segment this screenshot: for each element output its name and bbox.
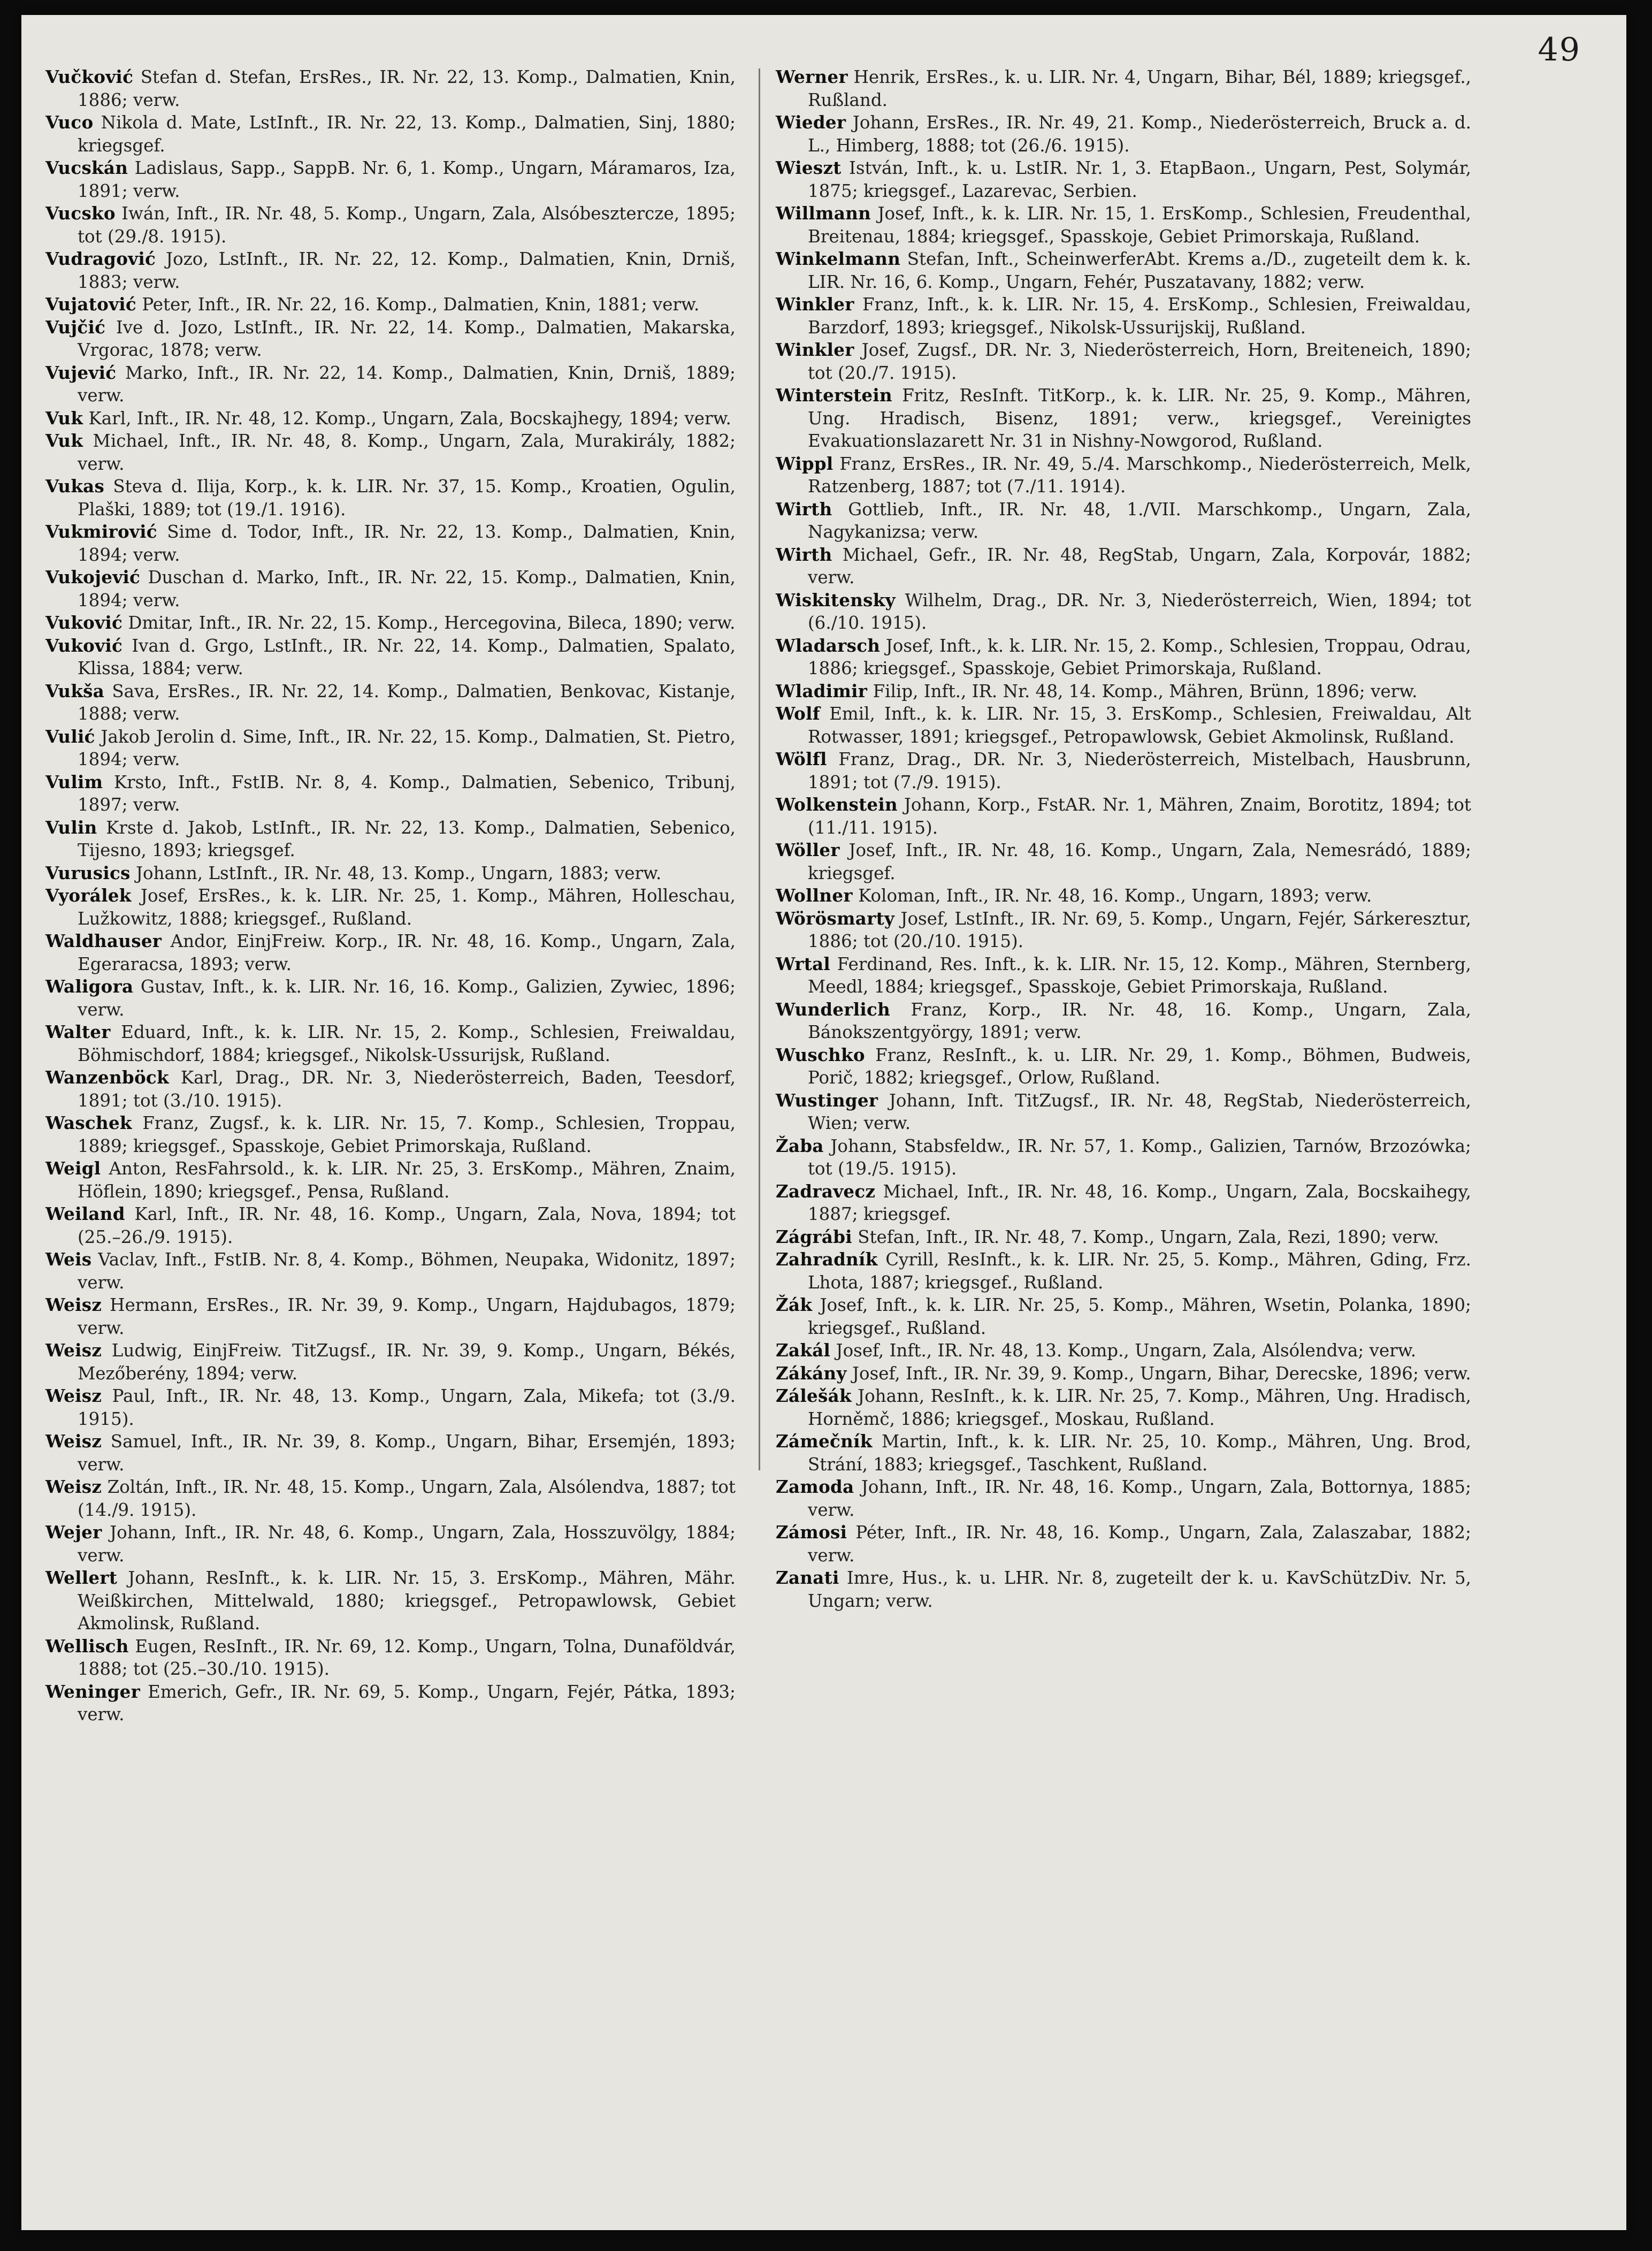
entry-surname: Wladarsch xyxy=(776,635,881,656)
list-entry xyxy=(776,589,1471,635)
entry-surname: Wirth xyxy=(776,544,832,565)
entry-details: Iwán, Inft., IR. Nr. 48, 5. Komp., Ungarn, Zala, Alsóbesztercze, 1895; tot (29./8. 1915). xyxy=(78,203,736,247)
list-entry xyxy=(776,1226,1471,1249)
list-entry xyxy=(45,362,736,407)
entry-surname: Vukas xyxy=(45,476,105,497)
entry-surname: Wejer xyxy=(45,1522,102,1543)
entry-details: Johann, ResInft., k. k. LIR. Nr. 15, 3. ErsKomp., Mähren, Mähr. Weißkirchen, Mittelwald, 1880; kriegsgef., Petropawlowsk, Gebiet Akmolinsk, Rußland. xyxy=(78,1568,736,1634)
list-entry xyxy=(45,475,736,521)
entry-surname: Wunderlich xyxy=(776,998,891,1020)
column-divider xyxy=(759,68,760,1470)
list-entry xyxy=(45,1430,736,1476)
entry-surname: Zanati xyxy=(776,1567,839,1588)
entry-details: Karl, Drag., DR. Nr. 3, Niederösterreich, Baden, Teesdorf, 1891; tot (3./10. 1915). xyxy=(78,1067,736,1111)
entry-surname: Weis xyxy=(45,1249,92,1270)
entry-details: Josef, ErsRes., k. k. LIR. Nr. 25, 1. Komp., Mähren, Holleschau, Lužkowitz, 1888; kriegsgef., Rußland. xyxy=(78,886,736,929)
entry-details: Cyrill, ResInft., k. k. LIR. Nr. 25, 5. Komp., Mähren, Gding, Frz. Lhota, 1887; kriegsgef., Rußland. xyxy=(808,1249,1471,1293)
list-entry xyxy=(776,884,1471,907)
entry-surname: Weisz xyxy=(45,1431,102,1452)
entry-surname: Winkler xyxy=(776,339,854,360)
entry-surname: Wöller xyxy=(776,840,840,860)
entry-surname: Vujčić xyxy=(45,316,106,338)
list-entry xyxy=(776,1089,1471,1135)
entry-surname: Wörösmarty xyxy=(776,907,895,929)
list-entry xyxy=(45,884,736,930)
entry-details: Michael, Inft., IR. Nr. 48, 16. Komp., Ungarn, Zala, Bocskaihegy, 1887; kriegsgef. xyxy=(808,1181,1471,1224)
list-entry xyxy=(45,1248,736,1294)
list-entry xyxy=(776,907,1471,953)
list-entry xyxy=(776,544,1471,589)
entry-surname: Weisz xyxy=(45,1476,102,1497)
entry-surname: Vukmirović xyxy=(45,521,157,542)
entry-details: Josef, Inft., k. k. LIR. Nr. 15, 1. ErsKomp., Schlesien, Freudenthal, Breitenau, 1884; kriegsgef., Spasskoje, Gebiet Primorskaja, Rußland. xyxy=(808,203,1471,247)
entry-surname: Waldhauser xyxy=(45,930,162,951)
list-entry xyxy=(45,1021,736,1066)
list-entry xyxy=(776,748,1471,793)
list-entry xyxy=(45,1157,736,1203)
list-entry xyxy=(776,953,1471,998)
entry-surname: Wiskitensky xyxy=(776,589,896,611)
entry-surname: Vyorálek xyxy=(45,885,132,906)
entry-surname: Walter xyxy=(45,1021,111,1042)
entry-surname: Zadravecz xyxy=(776,1180,876,1202)
entry-details: Johann, Korp., FstAR. Nr. 1, Mähren, Znaim, Borotitz, 1894; tot (11./11. 1915). xyxy=(808,795,1471,838)
entry-surname: Waschek xyxy=(45,1112,132,1133)
entry-surname: Wanzenböck xyxy=(45,1067,169,1088)
entry-surname: Wellisch xyxy=(45,1635,129,1657)
entry-surname: Wollner xyxy=(776,885,853,906)
list-entry xyxy=(45,1476,736,1521)
entry-surname: Wieszt xyxy=(776,157,842,178)
entry-details: Josef, Inft., IR. Nr. 48, 16. Komp., Ungarn, Zala, Nemesrádó, 1889; kriegsgef. xyxy=(808,840,1471,883)
entry-surname: Zákány xyxy=(776,1362,847,1384)
entry-surname: Vurusics xyxy=(45,862,131,883)
entry-details: Jozo, LstInft., IR. Nr. 22, 12. Komp., Dalmatien, Knin, Drniš, 1883; verw. xyxy=(78,249,736,292)
entry-surname: Vukša xyxy=(45,680,105,701)
entry-details: Johann, ErsRes., IR. Nr. 49, 21. Komp., Niederösterreich, Bruck a. d. L., Himberg, 1888; tot (26./6. 1915). xyxy=(808,112,1471,156)
list-entry xyxy=(45,1521,736,1567)
entry-details: Ferdinand, Res. Inft., k. k. LIR. Nr. 15, 12. Komp., Mähren, Sternberg, Meedl, 1884; kriegsgef., Spasskoje, Gebiet Primorskaja, Rußland. xyxy=(808,953,1471,997)
list-entry xyxy=(776,111,1471,157)
entry-surname: Vuco xyxy=(45,112,94,133)
list-entry xyxy=(776,1362,1471,1385)
list-entry xyxy=(776,293,1471,339)
entry-surname: Vuković xyxy=(45,635,123,656)
entry-details: Steva d. Ilija, Korp., k. k. LIR. Nr. 37, 15. Komp., Kroatien, Ogulin, Plaški, 1889; tot (19./1. 1916). xyxy=(78,476,736,520)
list-entry xyxy=(776,157,1471,202)
entry-details: Karl, Inft., IR. Nr. 48, 12. Komp., Ungarn, Zala, Bocskajhegy, 1894; verw. xyxy=(83,408,731,429)
list-entry xyxy=(45,157,736,202)
entry-surname: Vuk xyxy=(45,430,83,451)
entry-details: Krsto, Inft., FstIB. Nr. 8, 4. Komp., Dalmatien, Sebenico, Tribunj, 1897; verw. xyxy=(78,772,736,815)
entry-surname: Vuk xyxy=(45,407,83,429)
entry-details: Josef, Inft., k. k. LIR. Nr. 25, 5. Komp., Mähren, Wsetin, Polanka, 1890; kriegsgef., Rußland. xyxy=(808,1295,1471,1338)
entry-details: Franz, ErsRes., IR. Nr. 49, 5./4. Marschkomp., Niederösterreich, Melk, Ratzenberg, 1887; tot (7./11. 1914). xyxy=(808,453,1471,497)
entry-surname: Winkelmann xyxy=(776,248,901,269)
entry-surname: Wölfl xyxy=(776,749,827,769)
entry-surname: Vucskán xyxy=(45,157,128,178)
list-entry xyxy=(45,680,736,726)
list-entry xyxy=(45,612,736,635)
entry-surname: Zágrábi xyxy=(776,1226,852,1247)
entry-details: Imre, Hus., k. u. LHR. Nr. 8, zugeteilt der k. u. KavSchützDiv. Nr. 5, Ungarn; verw. xyxy=(808,1568,1471,1611)
list-entry xyxy=(45,1681,736,1726)
entry-details: Emerich, Gefr., IR. Nr. 69, 5. Komp., Ungarn, Fejér, Pátka, 1893; verw. xyxy=(78,1681,736,1725)
entry-details: Michael, Inft., IR. Nr. 48, 8. Komp., Ungarn, Zala, Murakirály, 1882; verw. xyxy=(78,431,736,474)
list-entry xyxy=(776,339,1471,384)
entry-details: Josef, Inft., IR. Nr. 39, 9. Komp., Ungarn, Bihar, Derecske, 1896; verw. xyxy=(846,1363,1471,1384)
entry-details: Anton, ResFahrsold., k. k. LIR. Nr. 25, 3. ErsKomp., Mähren, Znaim, Höflein, 1890; kriegsgef., Pensa, Rußland. xyxy=(78,1158,736,1202)
list-entry xyxy=(776,998,1471,1044)
entry-surname: Zahradník xyxy=(776,1249,878,1270)
entry-surname: Wolkenstein xyxy=(776,794,898,815)
entry-details: Emil, Inft., k. k. LIR. Nr. 15, 3. ErsKomp., Schlesien, Freiwaldau, Alt Rotwasser, 1891; kriegsgef., Petropawlowsk, Gebiet Akmolinsk, Rußland. xyxy=(808,704,1471,747)
entry-surname: Wippl xyxy=(776,453,833,474)
list-entry xyxy=(776,1248,1471,1294)
list-entry xyxy=(45,930,736,975)
entry-details: Franz, Zugsf., k. k. LIR. Nr. 15, 7. Komp., Schlesien, Troppau, 1889; kriegsgef., Spasskoje, Gebiet Primorskaja, Rußland. xyxy=(78,1113,736,1156)
entry-surname: Wrtal xyxy=(776,953,831,974)
entry-details: Koloman, Inft., IR. Nr. 48, 16. Komp., Ungarn, 1893; verw. xyxy=(852,886,1372,906)
entry-surname: Vujatović xyxy=(45,294,136,315)
entry-surname: Winterstein xyxy=(776,385,892,406)
entry-details: Henrik, ErsRes., k. u. LIR. Nr. 4, Ungarn, Bihar, Bél, 1889; kriegsgef., Rußland. xyxy=(808,67,1471,110)
entry-surname: Wustinger xyxy=(776,1089,878,1111)
entry-surname: Waligora xyxy=(45,976,134,997)
list-entry xyxy=(45,1385,736,1430)
list-entry xyxy=(45,1203,736,1248)
list-entry xyxy=(45,726,736,771)
entry-surname: Žaba xyxy=(776,1135,824,1156)
document-page xyxy=(21,15,1626,2230)
entry-details: Josef, Inft., IR. Nr. 48, 13. Komp., Ungarn, Zala, Alsólendva; verw. xyxy=(830,1340,1417,1361)
entry-surname: Zamoda xyxy=(776,1476,854,1497)
entry-details: Krste d. Jakob, LstInft., IR. Nr. 22, 13. Komp., Dalmatien, Sebenico, Tijesno, 1893; kriegsgef. xyxy=(78,817,736,860)
entry-surname: Vujević xyxy=(45,362,117,383)
entry-details: Ivan d. Grgo, LstInft., IR. Nr. 22, 14. Komp., Dalmatien, Spalato, Klissa, 1884; verw. xyxy=(78,635,736,678)
entry-surname: Weisz xyxy=(45,1294,102,1315)
entry-surname: Vulić xyxy=(45,726,95,747)
entry-details: Wilhelm, Drag., DR. Nr. 3, Niederösterreich, Wien, 1894; tot (6./10. 1915). xyxy=(808,590,1471,633)
list-entry xyxy=(45,566,736,612)
entry-details: Péter, Inft., IR. Nr. 48, 16. Komp., Ungarn, Zala, Zalaszabar, 1882; verw. xyxy=(808,1522,1471,1566)
entry-details: Dmitar, Inft., IR. Nr. 22, 15. Komp., Hercegovina, Bileca, 1890; verw. xyxy=(123,613,736,633)
entry-surname: Wladimir xyxy=(776,680,868,701)
list-entry xyxy=(45,635,736,680)
entry-surname: Zámosi xyxy=(776,1522,847,1543)
entry-details: Stefan, Inft., IR. Nr. 48, 7. Komp., Ungarn, Zala, Rezi, 1890; verw. xyxy=(852,1226,1439,1247)
list-entry xyxy=(776,1339,1471,1362)
entry-details: Filip, Inft., IR. Nr. 48, 14. Komp., Mähren, Brünn, 1896; verw. xyxy=(867,681,1418,701)
entry-details: Andor, EinjFreiw. Korp., IR. Nr. 48, 16. Komp., Ungarn, Zala, Egeraracsa, 1893; verw. xyxy=(78,931,736,974)
list-entry xyxy=(45,248,736,293)
list-entry xyxy=(45,862,736,885)
entry-surname: Wellert xyxy=(45,1567,118,1588)
list-entry xyxy=(776,635,1471,680)
list-entry xyxy=(776,453,1471,498)
entry-surname: Zakál xyxy=(776,1340,831,1361)
list-entry xyxy=(45,430,736,475)
entry-details: Fritz, ResInft. TitKorp., k. k. LIR. Nr. 25, 9. Komp., Mähren, Ung. Hradisch, Bisenz, 1891; verw., kriegsgef., Vereinigtes Evakuationslazarett Nr. 31 in Nishny-Nowgorod, Rußland. xyxy=(808,385,1471,451)
list-entry xyxy=(776,680,1471,703)
list-entry xyxy=(45,521,736,566)
list-entry xyxy=(776,498,1471,544)
entry-surname: Zámečník xyxy=(776,1431,873,1452)
list-entry xyxy=(45,202,736,248)
entry-details: Peter, Inft., IR. Nr. 22, 16. Komp., Dalmatien, Knin, 1881; verw. xyxy=(136,294,700,315)
entry-details: Zoltán, Inft., IR. Nr. 48, 15. Komp., Ungarn, Zala, Alsólendva, 1887; tot (14./9. 1915). xyxy=(78,1477,736,1520)
entry-surname: Vučković xyxy=(45,66,134,87)
entry-details: Johann, ResInft., k. k. LIR. Nr. 25, 7. Komp., Mähren, Ung. Hradisch, Horněmč, 1886; kriegsgef., Moskau, Rußland. xyxy=(808,1386,1471,1429)
entry-details: Samuel, Inft., IR. Nr. 39, 8. Komp., Ungarn, Bihar, Ersemjén, 1893; verw. xyxy=(78,1431,736,1475)
entry-details: Karl, Inft., IR. Nr. 48, 16. Komp., Ungarn, Zala, Nova, 1894; tot (25.–26./9. 1915). xyxy=(78,1204,736,1247)
entry-details: Paul, Inft., IR. Nr. 48, 13. Komp., Ungarn, Zala, Mikefa; tot (3./9. 1915). xyxy=(78,1386,736,1429)
entry-surname: Vucsko xyxy=(45,203,116,224)
entry-surname: Willmann xyxy=(776,203,871,224)
list-entry xyxy=(776,1567,1471,1612)
entry-details: Michael, Gefr., IR. Nr. 48, RegStab, Ungarn, Zala, Korpovár, 1882; verw. xyxy=(808,544,1471,587)
entry-details: Sime d. Todor, Inft., IR. Nr. 22, 13. Komp., Dalmatien, Knin, 1894; verw. xyxy=(78,522,736,565)
entry-details: Nikola d. Mate, LstInft., IR. Nr. 22, 13. Komp., Dalmatien, Sinj, 1880; kriegsgef. xyxy=(78,112,736,156)
list-entry xyxy=(776,384,1471,453)
entry-details: Stefan d. Stefan, ErsRes., IR. Nr. 22, 13. Komp., Dalmatien, Knin, 1886; verw. xyxy=(78,67,736,110)
list-entry xyxy=(45,1339,736,1385)
list-entry xyxy=(776,703,1471,748)
list-entry xyxy=(45,293,736,316)
entry-surname: Žák xyxy=(776,1294,813,1315)
list-entry xyxy=(45,1294,736,1339)
entry-details: Johann, Inft., IR. Nr. 48, 6. Komp., Ungarn, Zala, Hosszuvölgy, 1884; verw. xyxy=(78,1522,736,1566)
list-entry xyxy=(776,1476,1471,1521)
entry-surname: Werner xyxy=(776,66,848,87)
entry-details: Franz, ResInft., k. u. LIR. Nr. 29, 1. Komp., Böhmen, Budweis, Porič, 1882; kriegsgef., Orlow, Rußland. xyxy=(808,1044,1471,1088)
list-entry xyxy=(776,202,1471,248)
list-entry xyxy=(45,817,736,862)
list-entry xyxy=(776,66,1471,111)
list-entry xyxy=(45,1112,736,1157)
list-entry xyxy=(776,1385,1471,1430)
list-entry xyxy=(45,111,736,157)
left-column xyxy=(45,66,736,1726)
entry-surname: Vukojević xyxy=(45,567,141,587)
entry-details: Vaclav, Inft., FstIB. Nr. 8, 4. Komp., Böhmen, Neupaka, Widonitz, 1897; verw. xyxy=(78,1249,736,1293)
page-number: 49 xyxy=(1538,31,1581,68)
list-entry xyxy=(776,1135,1471,1180)
entry-surname: Wuschko xyxy=(776,1044,865,1065)
entry-surname: Weisz xyxy=(45,1385,102,1406)
entry-surname: Zálešák xyxy=(776,1385,852,1406)
right-column xyxy=(776,66,1471,1612)
list-entry xyxy=(45,407,736,430)
entry-details: Franz, Inft., k. k. LIR. Nr. 15, 4. ErsKomp., Schlesien, Freiwaldau, Barzdorf, 1893; kriegsgef., Nikolsk-Ussurijskij, Rußland. xyxy=(808,294,1471,338)
list-entry xyxy=(776,793,1471,839)
list-entry xyxy=(45,316,736,362)
entry-surname: Weisz xyxy=(45,1340,102,1361)
entry-details: Jakob Jerolin d. Sime, Inft., IR. Nr. 22, 15. Komp., Dalmatien, St. Pietro, 1894; verw. xyxy=(78,726,736,769)
entry-details: Martin, Inft., k. k. LIR. Nr. 25, 10. Komp., Mähren, Ung. Brod, Strání, 1883; kriegsgef., Taschkent, Rußland. xyxy=(808,1431,1471,1475)
entry-surname: Vudragović xyxy=(45,248,156,269)
list-entry xyxy=(45,771,736,817)
entry-surname: Wirth xyxy=(776,498,832,520)
list-entry xyxy=(45,975,736,1021)
entry-details: Franz, Drag., DR. Nr. 3, Niederösterreich, Mistelbach, Hausbrunn, 1891; tot (7./9. 1915). xyxy=(808,749,1471,792)
list-entry xyxy=(45,1567,736,1635)
entry-details: Josef, Inft., k. k. LIR. Nr. 15, 2. Komp., Schlesien, Troppau, Odrau, 1886; kriegsgef., Spasskoje, Gebiet Primorskaja, Rußland. xyxy=(808,635,1471,678)
list-entry xyxy=(45,1635,736,1681)
entry-surname: Wieder xyxy=(776,112,846,133)
entry-details: Johann, Stabsfeldw., IR. Nr. 57, 1. Komp., Galizien, Tarnów, Brzozówka; tot (19./5. 1915). xyxy=(808,1135,1471,1179)
entry-surname: Wolf xyxy=(776,703,821,724)
entry-details: Gustav, Inft., k. k. LIR. Nr. 16, 16. Komp., Galizien, Zywiec, 1896; verw. xyxy=(78,976,736,1020)
list-entry xyxy=(45,66,736,111)
list-entry xyxy=(776,1044,1471,1089)
entry-surname: Vulim xyxy=(45,771,103,792)
entry-details: Eugen, ResInft., IR. Nr. 69, 12. Komp., Ungarn, Tolna, Dunaföldvár, 1888; tot (25.–30./10. 1915). xyxy=(78,1636,736,1679)
list-entry xyxy=(776,839,1471,884)
entry-surname: Vulin xyxy=(45,817,97,838)
entry-details: Johann, Inft., IR. Nr. 48, 16. Komp., Ungarn, Zala, Bottornya, 1885; verw. xyxy=(808,1477,1471,1520)
list-entry xyxy=(45,1066,736,1112)
list-entry xyxy=(776,1430,1471,1476)
entry-surname: Weiland xyxy=(45,1203,125,1224)
entry-details: Eduard, Inft., k. k. LIR. Nr. 15, 2. Komp., Schlesien, Freiwaldau, Böhmischdorf, 1884; kriegsgef., Nikolsk-Ussurijsk, Rußland. xyxy=(78,1022,736,1065)
entry-details: Johann, LstInft., IR. Nr. 48, 13. Komp., Ungarn, 1883; verw. xyxy=(130,863,662,883)
entry-surname: Weigl xyxy=(45,1158,101,1179)
list-entry xyxy=(776,248,1471,293)
entry-details: Josef, Zugsf., DR. Nr. 3, Niederösterreich, Horn, Breiteneich, 1890; tot (20./7. 1915). xyxy=(808,340,1471,383)
entry-details: Duschan d. Marko, Inft., IR. Nr. 22, 15. Komp., Dalmatien, Knin, 1894; verw. xyxy=(78,567,736,611)
entry-surname: Winkler xyxy=(776,294,854,315)
list-entry xyxy=(776,1180,1471,1226)
entry-details: Josef, LstInft., IR. Nr. 69, 5. Komp., Ungarn, Fejér, Sárkeresztur, 1886; tot (20./10. 1915). xyxy=(808,908,1471,951)
list-entry xyxy=(776,1294,1471,1339)
entry-details: Hermann, ErsRes., IR. Nr. 39, 9. Komp., Ungarn, Hajdubagos, 1879; verw. xyxy=(78,1295,736,1338)
entry-details: Gottlieb, Inft., IR. Nr. 48, 1./VII. Marschkomp., Ungarn, Zala, Nagykanizsa; verw. xyxy=(808,499,1471,542)
entry-details: Ladislaus, Sapp., SappB. Nr. 6, 1. Komp., Ungarn, Máramaros, Iza, 1891; verw. xyxy=(78,158,736,201)
entry-details: Ludwig, EinjFreiw. TitZugsf., IR. Nr. 39, 9. Komp., Ungarn, Békés, Mezőberény, 1894; verw. xyxy=(78,1340,736,1384)
entry-surname: Weninger xyxy=(45,1681,141,1702)
list-entry xyxy=(776,1521,1471,1567)
entry-details: Ive d. Jozo, LstInft., IR. Nr. 22, 14. Komp., Dalmatien, Makarska, Vrgorac, 1878; verw. xyxy=(78,317,736,360)
entry-details: Franz, Korp., IR. Nr. 48, 16. Komp., Ungarn, Zala, Bánokszentgyörgy, 1891; verw. xyxy=(808,999,1471,1042)
entry-details: Stefan, Inft., ScheinwerferAbt. Krems a./D., zugeteilt dem k. k. LIR. Nr. 16, 6. Komp., Ungarn, Fehér, Puszatavany, 1882; verw. xyxy=(808,249,1471,292)
entry-details: Johann, Inft. TitZugsf., IR. Nr. 48, RegStab, Niederösterreich, Wien; verw. xyxy=(808,1090,1471,1133)
entry-details: Sava, ErsRes., IR. Nr. 22, 14. Komp., Dalmatien, Benkovac, Kistanje, 1888; verw. xyxy=(78,681,736,724)
entry-details: István, Inft., k. u. LstIR. Nr. 1, 3. EtapBaon., Ungarn, Pest, Solymár, 1875; kriegsgef., Lazarevac, Serbien. xyxy=(808,158,1471,201)
entry-surname: Vuković xyxy=(45,612,123,633)
entry-details: Marko, Inft., IR. Nr. 22, 14. Komp., Dalmatien, Knin, Drniš, 1889; verw. xyxy=(78,362,736,406)
